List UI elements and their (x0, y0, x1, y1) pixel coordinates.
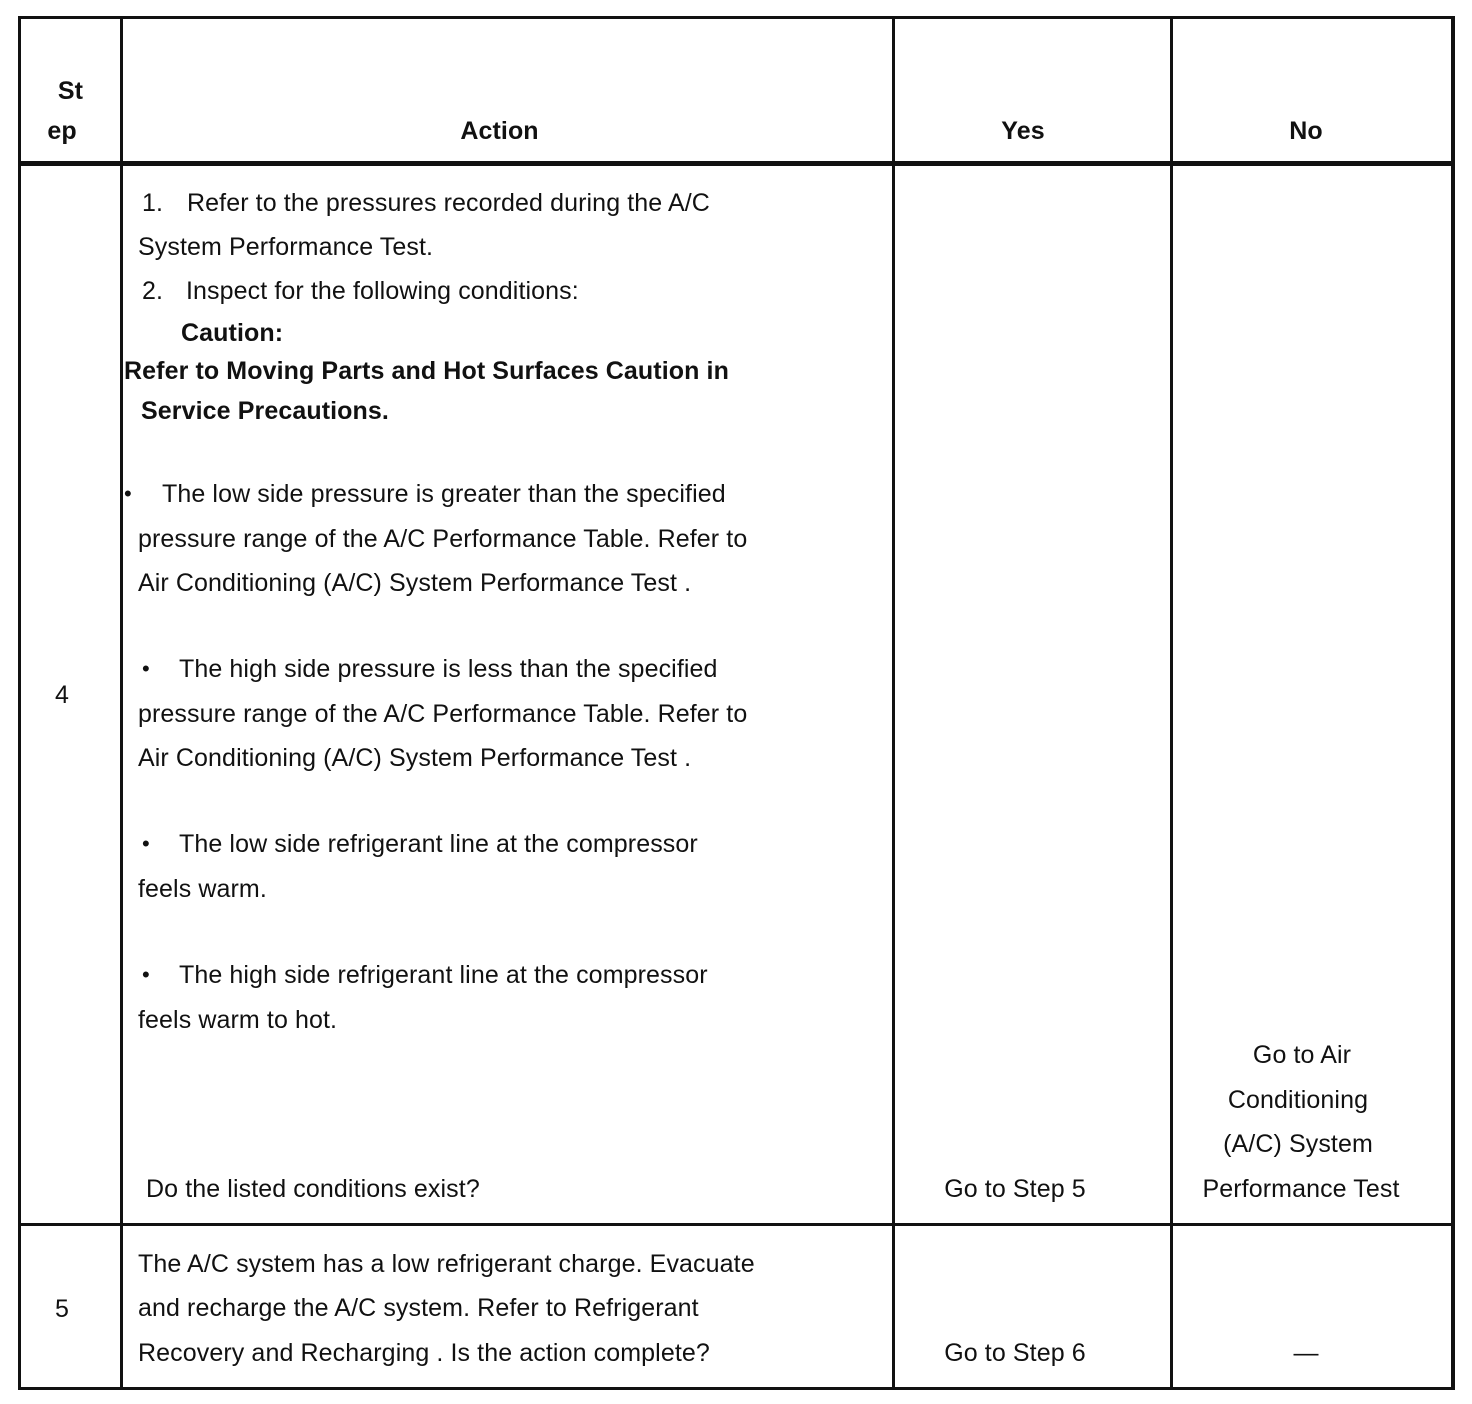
no-line3: (A/C) System (1223, 1130, 1373, 1158)
header-step-line2: ep (47, 117, 77, 145)
row-divider (18, 1223, 1455, 1226)
header-no: No (1289, 117, 1323, 145)
bullet4-line2: feels warm to hot. (138, 1006, 338, 1034)
bullet1-line1: The low side pressure is greater than the specified (162, 480, 726, 508)
action-item1-line1: Refer to the pressures recorded during the A/C (187, 189, 710, 217)
bullet2-line1: The high side pressure is less than the specified (179, 655, 718, 683)
bullet1-line2: pressure range of the A/C Performance Table. Refer to (138, 525, 748, 553)
header-yes: Yes (1001, 117, 1045, 145)
no-line2: Conditioning (1227, 1086, 1369, 1114)
bullet2-line3: Air Conditioning (A/C) System Performance Test . (138, 744, 692, 772)
action-item2-line1: Inspect for the following conditions: (186, 277, 579, 305)
header-step-line1: St (57, 77, 84, 105)
bullet2-line2: pressure range of the A/C Performance Table. Refer to (138, 700, 748, 728)
bullet-icon: • (142, 962, 150, 987)
bullet3-line1: The low side refrigerant line at the compressor (179, 830, 698, 858)
action-item1-line2: System Performance Test. (138, 233, 434, 261)
bullet-icon: • (142, 831, 150, 856)
list-number-2: 2. (142, 277, 164, 305)
table-border-bottom (18, 1387, 1455, 1390)
column-divider-step (120, 16, 123, 1390)
bullet1-line3: Air Conditioning (A/C) System Performance Test . (138, 569, 692, 597)
no-dash: — (1293, 1339, 1319, 1367)
bullet-icon: • (142, 656, 150, 681)
step5-action-line2: and recharge the A/C system. Refer to Refrigerant (138, 1294, 699, 1322)
table-border-right (1451, 16, 1455, 1390)
step-number-5: 5 (54, 1295, 69, 1323)
table-border-top (18, 16, 1455, 19)
action-question: Do the listed conditions exist? (146, 1175, 480, 1203)
bullet4-line1: The high side refrigerant line at the compressor (179, 961, 708, 989)
list-number-1: 1. (142, 189, 164, 217)
bullet3-line2: feels warm. (138, 875, 267, 903)
caution-line1: Refer to Moving Parts and Hot Surfaces Caution in (124, 357, 729, 385)
step-number-4: 4 (54, 681, 69, 709)
yes-go-to-step-6: Go to Step 6 (944, 1339, 1086, 1367)
yes-go-to-step-5: Go to Step 5 (944, 1175, 1086, 1203)
step5-action-line1: The A/C system has a low refrigerant charge. Evacuate (138, 1250, 755, 1278)
header-divider (18, 161, 1455, 166)
bullet-icon: • (124, 481, 132, 506)
step5-action-line3: Recovery and Recharging . Is the action complete? (138, 1339, 710, 1367)
no-line4: Performance Test (1202, 1175, 1400, 1203)
caution-title: Caution: (181, 319, 284, 347)
no-line1: Go to Air (1252, 1041, 1352, 1069)
caution-line2: Service Precautions. (141, 397, 389, 425)
header-action: Action (460, 117, 539, 145)
